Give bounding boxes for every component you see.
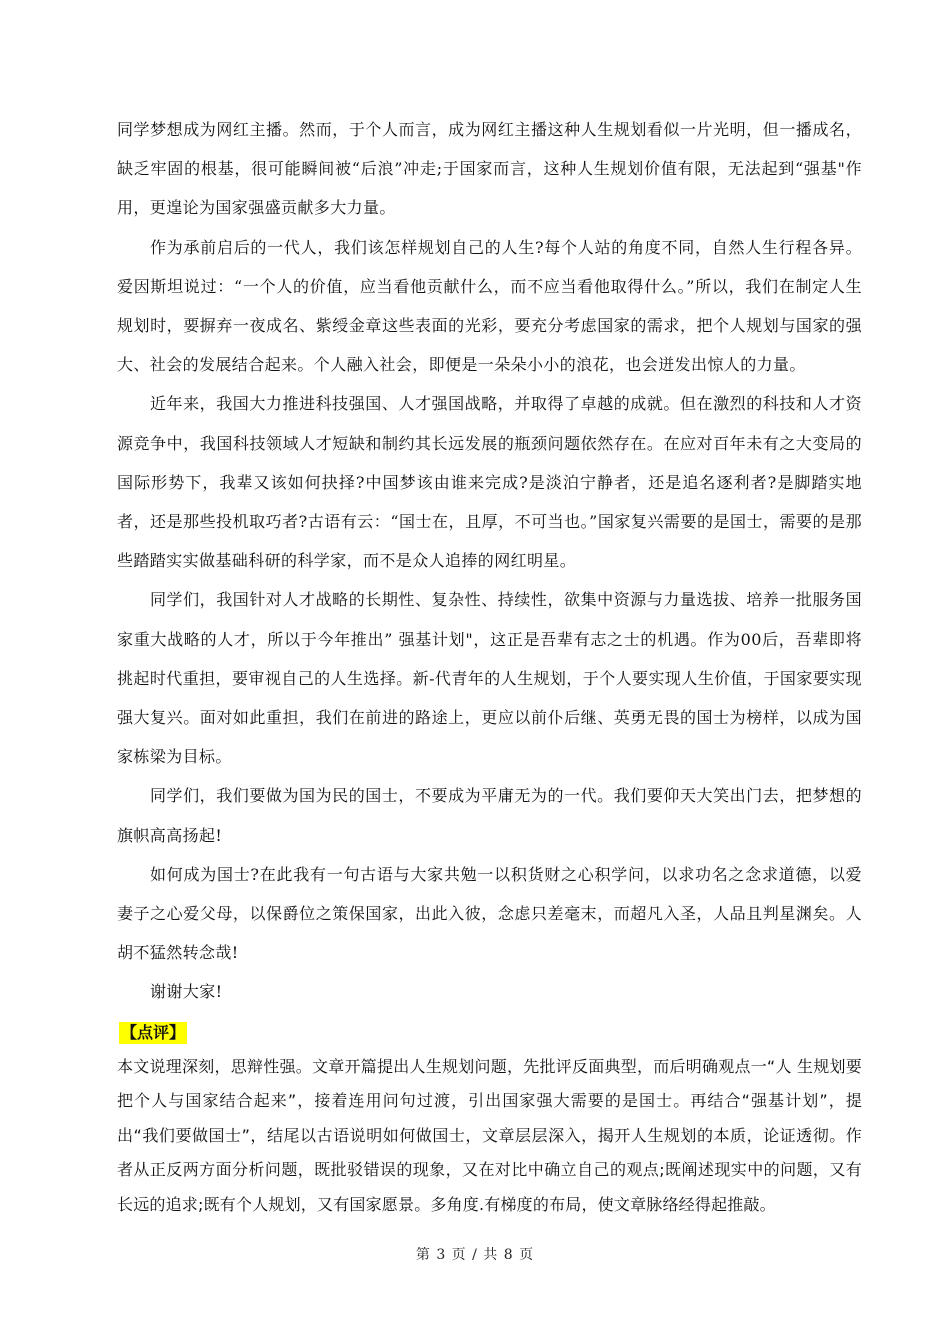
page-footer: 第 3 页 / 共 8 页 — [415, 1247, 535, 1263]
paragraph-1: 同学梦想成为网红主播。然而，于个人而言，成为网红主播这种人生规划看似一片光明，但一播成名，缺乏牢固的根基，很可能瞬间被“后浪”冲走;于国家而言，这种人生规划价值有限，无法起到“强基"作用，更遑论为国家强盛贡献多大力量。 — [117, 120, 862, 218]
comment-text-content: 本文说理深刻，思辩性强。文章开篇提出人生规划问题，先批评反面典型，而后明确观点一“人 生规划要把个人与国家结合起来”，接着连用问句过渡，引出国家强大需要的是国士。再结合“强基计划”，提出“我们要做国士”，结尾以古语说明如何做国士，文章层层深入，揭开人生规划的本质，论证透彻。作者从正反两方面分析问题，既批驳错误的现象，又在对比中确立自己的观点;既阐述现实中的问题，又有长远的追求;既有个人规划，又有国家愿景。多角度.有梯度的布局，使文章脉络经得起推敲。 — [117, 1056, 862, 1214]
paragraph-2: 作为承前启后的一代人，我们该怎样规划自己的人生?每个人站的角度不同，自然人生行程各异。爱因斯坦说过：“一个人的价值，应当看他贡献什么，而不应当看他取得什么。”所以，我们在制定人生规划时，要摒弃一夜成名、紫绶金章这些表面的光彩，要充分考虑国家的需求，把个人规划与国家的强大、社会的发展结合起来。个人融入社会，即便是一朵朵小小的浪花，也会迸发出惊人的力量。 — [117, 237, 862, 375]
comment-tag: 【点评】 — [121, 1022, 186, 1042]
paragraph-6: 如何成为国士?在此我有一句古语与大家共勉一以积货财之心积学问，以求功名之念求道德，以爱妻子之心爱父母，以保爵位之策保国家，出此入彼，念虑只差毫末，而超凡入圣，人品且判星渊矣。人胡不猛然转念哉! — [117, 864, 862, 963]
paragraph-3: 近年来，我国大力推进科技强国、人才强国战略，并取得了卓越的成就。但在激烈的科技和人才资源竞争中，我国科技领域人才短缺和制约其长远发展的瓶颈问题依然存在。在应对百年未有之大变局的国际形势下，我辈又该如何抉择?中国梦该由谁来完成?是淡泊宁静者，还是追名逐利者?是脚踏实地者，还是那些投机取巧者?古语有云：“国士在，且厚，不可当也。”国家复兴需要的是国士，需要的是那些踏踏实实做基础科研的科学家，而不是众人追捧的网红明星。 — [117, 394, 862, 571]
paragraph-thanks: 谢谢大家! — [150, 982, 223, 1002]
paragraph-5: 同学们，我们要做为国为民的国士，不要成为平庸无为的一代。我们要仰天大笑出门去，把梦想的旗帜高高扬起! — [117, 786, 862, 845]
comment-heading — [117, 1016, 862, 1050]
comment-text — [117, 1050, 862, 1223]
paragraph-4: 同学们，我国针对人才战略的长期性、复杂性、持续性，欲集中资源与力量选拔、培养一批服务国家重大战略的人才，所以于今年推出” 强基计划"，这正是吾辈有志之士的机遇。作为00后，吾辈即将挑起时代重担，要审视自己的人生选择。新-代青年的人生规划，于个人要实现人生价值，于国家要实现强大复兴。面对如此重担，我们在前进的路途上，更应以前仆后继、英勇无畏的国士为榜样，以成为国家栋梁为目标。 — [117, 590, 862, 767]
document-body — [117, 110, 862, 1222]
